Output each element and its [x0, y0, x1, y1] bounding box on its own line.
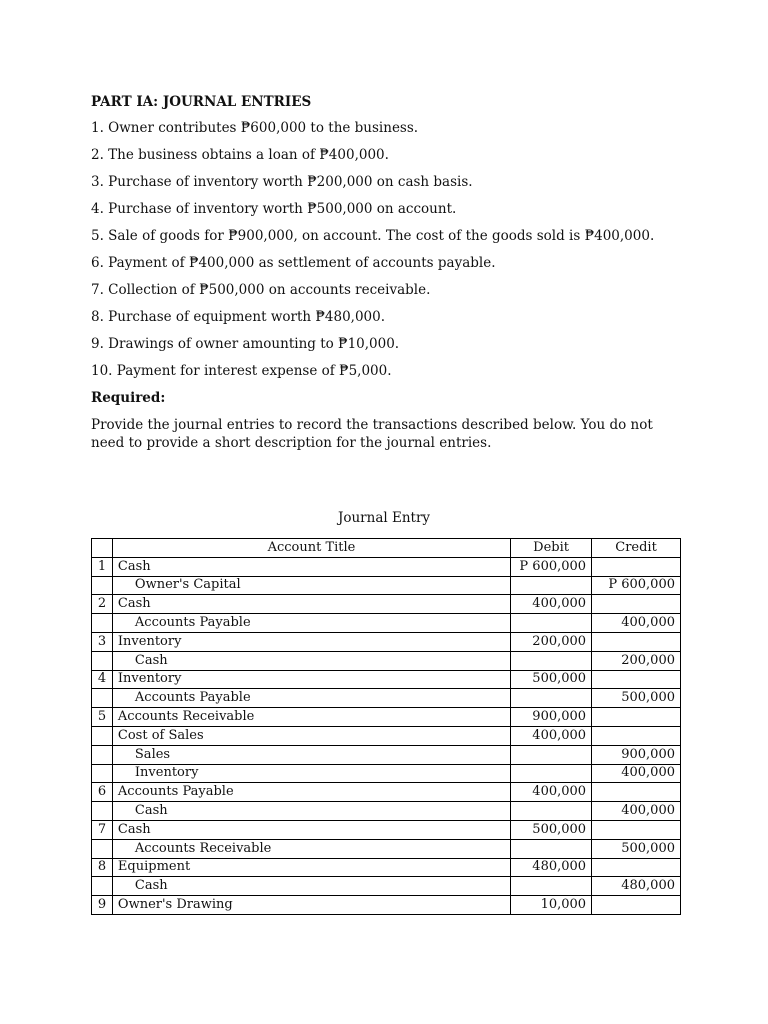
table-row: [92, 783, 681, 802]
entry-number-cell: 4: [92, 670, 113, 689]
entry-number-cell: [92, 689, 113, 708]
transaction-item: 2. The business obtains a loan of ₱400,000.: [91, 147, 389, 163]
entry-number-cell: [92, 576, 113, 595]
table-row: [92, 708, 681, 727]
account-title-cell: Equipment: [112, 858, 510, 877]
table-row: [92, 557, 681, 576]
entry-number-cell: 6: [92, 783, 113, 802]
credit-cell: 200,000: [592, 651, 681, 670]
table-row: [92, 764, 681, 783]
transaction-list: [91, 120, 681, 379]
table-row: [92, 877, 681, 896]
table-header-row: [92, 539, 681, 558]
transaction-item: 10. Payment for interest expense of ₱5,000.: [91, 363, 392, 379]
entry-number-cell: [92, 877, 113, 896]
credit-cell: P 600,000: [592, 576, 681, 595]
account-title-cell: Owner's Capital: [112, 576, 510, 595]
credit-cell: [592, 595, 681, 614]
entry-number-cell: [92, 726, 113, 745]
credit-cell: [592, 557, 681, 576]
instructions-text: Provide the journal entries to record the transactions described below. You do not need to provide a short description for the journal entries.: [91, 417, 653, 451]
required-label: Required:: [91, 390, 166, 406]
account-title-cell: Cash: [112, 557, 510, 576]
account-title-cell: Inventory: [112, 670, 510, 689]
entry-number-cell: 5: [92, 708, 113, 727]
transaction-item: 5. Sale of goods for ₱900,000, on account. The cost of the goods sold is ₱400,000.: [91, 228, 655, 244]
credit-cell: 480,000: [592, 877, 681, 896]
credit-cell: 900,000: [592, 745, 681, 764]
account-title-cell: Accounts Receivable: [112, 708, 510, 727]
debit-cell: P 600,000: [511, 557, 592, 576]
debit-cell: 480,000: [511, 858, 592, 877]
debit-cell: [511, 764, 592, 783]
table-row: [92, 689, 681, 708]
credit-cell: [592, 632, 681, 651]
credit-cell: [592, 726, 681, 745]
entry-number-cell: [92, 802, 113, 821]
section-heading: PART IA: JOURNAL ENTRIES: [91, 94, 312, 110]
entry-number-cell: [92, 651, 113, 670]
debit-cell: [511, 877, 592, 896]
table-row: [92, 595, 681, 614]
account-title-cell: Cash: [112, 820, 510, 839]
debit-cell: 10,000: [511, 896, 592, 915]
transaction-item: 6. Payment of ₱400,000 as settlement of accounts payable.: [91, 255, 496, 271]
entry-number-cell: [92, 745, 113, 764]
credit-cell: 400,000: [592, 764, 681, 783]
account-title-cell: Cost of Sales: [112, 726, 510, 745]
credit-cell: [592, 708, 681, 727]
account-title-cell: Accounts Payable: [112, 614, 510, 633]
account-title-cell: Owner's Drawing: [112, 896, 510, 915]
credit-cell: 500,000: [592, 689, 681, 708]
debit-cell: 400,000: [511, 595, 592, 614]
header-credit: Credit: [592, 539, 681, 558]
transaction-item: 8. Purchase of equipment worth ₱480,000.: [91, 309, 386, 325]
debit-cell: 900,000: [511, 708, 592, 727]
transaction-item: 7. Collection of ₱500,000 on accounts receivable.: [91, 282, 431, 298]
account-title-cell: Cash: [112, 802, 510, 821]
entry-number-cell: [92, 614, 113, 633]
account-title-cell: Inventory: [112, 764, 510, 783]
credit-cell: [592, 820, 681, 839]
entry-number-cell: 3: [92, 632, 113, 651]
debit-cell: [511, 802, 592, 821]
entry-number-cell: 9: [92, 896, 113, 915]
debit-cell: 200,000: [511, 632, 592, 651]
table-row: [92, 858, 681, 877]
debit-cell: [511, 839, 592, 858]
account-title-cell: Sales: [112, 745, 510, 764]
table-row: [92, 802, 681, 821]
account-title-cell: Accounts Receivable: [112, 839, 510, 858]
credit-cell: 400,000: [592, 802, 681, 821]
entry-number-cell: [92, 764, 113, 783]
entry-number-cell: 7: [92, 820, 113, 839]
journal-title: Journal Entry: [337, 510, 431, 526]
debit-cell: [511, 576, 592, 595]
transaction-item: 1. Owner contributes ₱600,000 to the business.: [91, 120, 419, 136]
table-row: [92, 632, 681, 651]
debit-cell: 400,000: [511, 726, 592, 745]
entry-number-cell: 1: [92, 557, 113, 576]
credit-cell: [592, 896, 681, 915]
journal-entry-table: [91, 538, 681, 915]
credit-cell: [592, 783, 681, 802]
credit-cell: [592, 858, 681, 877]
table-row: [92, 651, 681, 670]
document-page: [91, 94, 681, 913]
account-title-cell: Accounts Payable: [112, 689, 510, 708]
table-row: [92, 896, 681, 915]
table-row: [92, 576, 681, 595]
table-row: [92, 726, 681, 745]
entry-number-cell: 8: [92, 858, 113, 877]
debit-cell: 500,000: [511, 820, 592, 839]
debit-cell: [511, 651, 592, 670]
header-number: [92, 539, 113, 558]
debit-cell: [511, 745, 592, 764]
entry-number-cell: [92, 839, 113, 858]
account-title-cell: Cash: [112, 651, 510, 670]
debit-cell: [511, 614, 592, 633]
account-title-cell: Cash: [112, 595, 510, 614]
account-title-cell: Accounts Payable: [112, 783, 510, 802]
header-account-title: Account Title: [112, 539, 510, 558]
credit-cell: 500,000: [592, 839, 681, 858]
table-row: [92, 614, 681, 633]
transaction-item: 9. Drawings of owner amounting to ₱10,000.: [91, 336, 400, 352]
transaction-item: 4. Purchase of inventory worth ₱500,000 on account.: [91, 201, 457, 217]
entry-number-cell: 2: [92, 595, 113, 614]
table-row: [92, 670, 681, 689]
header-debit: Debit: [511, 539, 592, 558]
credit-cell: 400,000: [592, 614, 681, 633]
table-row: [92, 820, 681, 839]
account-title-cell: Cash: [112, 877, 510, 896]
table-row: [92, 839, 681, 858]
debit-cell: [511, 689, 592, 708]
table-row: [92, 745, 681, 764]
debit-cell: 500,000: [511, 670, 592, 689]
debit-cell: 400,000: [511, 783, 592, 802]
credit-cell: [592, 670, 681, 689]
account-title-cell: Inventory: [112, 632, 510, 651]
transaction-item: 3. Purchase of inventory worth ₱200,000 on cash basis.: [91, 174, 473, 190]
